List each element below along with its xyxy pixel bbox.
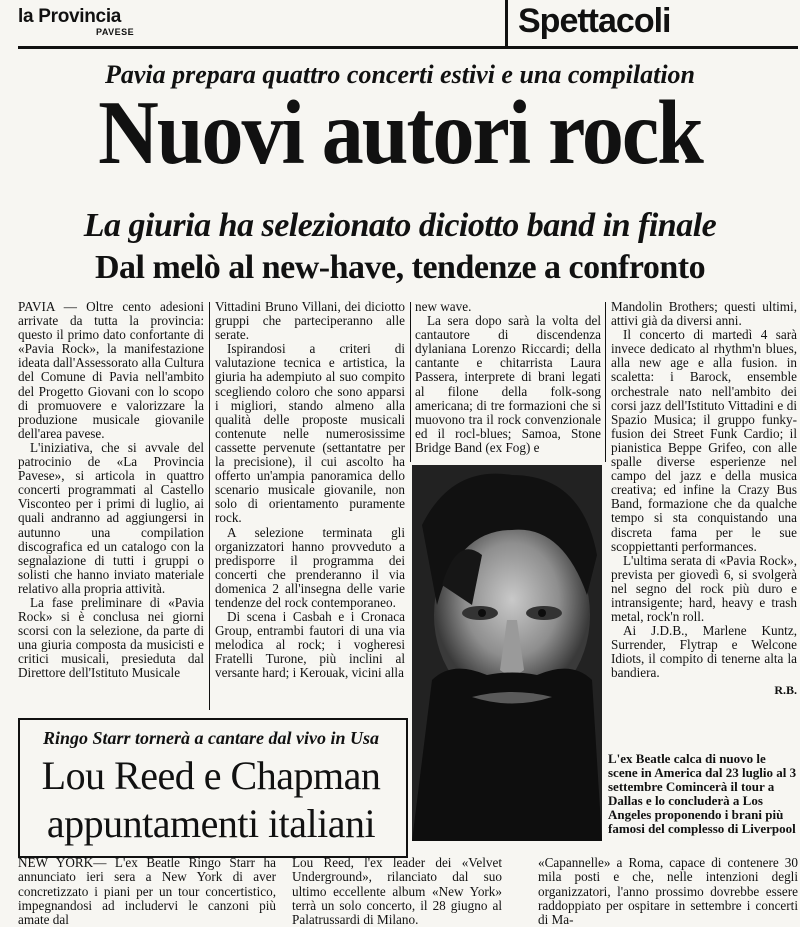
article-deck-italic: La giuria ha selezionato diciotto band in finale [83, 207, 717, 244]
paragraph: L'ultima serata di «Pavia Rock», prevista per giovedì 6, si svolgerà nel segno del rock più duro e intransigente; hard, heavy e trash metal, rock'n roll. [611, 552, 797, 625]
paragraph: La sera dopo sarà la volta del cantautore di discendenza dylaniana Lorenzo Riccardi; della cantante e chitarrista Laura Passera, interprete di brani legati al filone della folk-song americana; di tre formazioni che si muovono tra il rock convenzionale ed il rocl-blues; Samoa, Stone Bridge Band (ex Fog) e [415, 313, 601, 455]
author-signature: R.B. [774, 682, 797, 697]
secondary-article-headline-line2: appuntamenti italiani [46, 801, 376, 846]
paragraph: La fase preliminare di «Pavia Rock» si è conclusa nei giorni scorsi con la selezione, da parte di una giuria composta da musicisti e critici musicali, presieduta dal Direttore dell'Istituto Musicale [18, 594, 204, 681]
secondary-article-headline-line1: Lou Reed e Chapman [41, 753, 381, 798]
portrait-image [412, 465, 602, 841]
paragraph: Vittadini Bruno Villani, dei diciotto gruppi che parteciperanno alle serate. [215, 299, 405, 343]
section-title: Spettacoli [518, 2, 671, 40]
newspaper-logo-subtitle: PAVESE [96, 27, 135, 37]
masthead-rule [18, 46, 798, 49]
secondary-article-column-1 [18, 856, 276, 927]
paragraph: Ispirandosi a criteri di valutazione tecnica e artistica, la giuria ha adempiuto al suo compito scegliendo coloro che sono apparsi i migliori, stando almeno alla qualità delle proposte musicali contenute nelle numerosissime cassette pervenute (settantatre per la precisione), il cui ascolto ha offerto un'ampia panoramica dello scenario musicale giovanile, non solo di orientamento puramente rock. [215, 341, 405, 526]
paragraph: new wave. [415, 299, 472, 314]
newspaper-logo: la Provincia [18, 6, 122, 27]
article-column-4 [611, 300, 797, 697]
column-rule [209, 302, 210, 710]
article-headline: Nuovi autori rock [98, 83, 702, 184]
paragraph: L'iniziativa, che si avvale del patrocinio de «La Provincia Pavese», si articola in quattro concerti programmati al Castello Visconteo per i primi di luglio, ai quali andranno ad aggiungersi in autunno una compilation discografica ed un catalogo con la segnalazione di tutti i gruppi o solisti che hanno inviato materiale relativo alla propria attività. [18, 439, 204, 596]
column-rule [410, 302, 411, 462]
paragraph: Di scena i Casbah e i Cronaca Group, entrambi fautori di una via melodica al rock; i vogheresi Fratelli Turone, più inclini al versante hard; i Kerouak, vicini alla [215, 609, 405, 681]
paragraph: Il concerto di martedì 4 sarà invece dedicato al rhythm'n blues, alla new age e alla fusion. in scaletta: i Barock, ensemble orchestrale nato nell'ambito dei corsi jazz dell'Istituto Vittadini e di Spazio Musica; il gruppo funky-fusion dei Street Funk Cardio; il pianistica Beppe Grifeo, con alle spalle diverse esperienze nel campo del jazz e della musica creativa; ed infine la Crazy Bus Band, formazione che da qualche tempo si sta conquistando una discreta fama per le sue scoppiettanti performances. [611, 327, 797, 554]
paragraph: A selezione terminata gli organizzatori hanno provveduto a predisporre il programma dei concerti che prenderanno il via domenica 2 all'insegna delle varie tendenze del rock contemporaneo. [215, 524, 405, 610]
secondary-article-kicker: Ringo Starr tornerà a cantare dal vivo in Usa [42, 728, 380, 748]
paragraph: «Capannelle» a Roma, capace di contenere 30 mila posti e che, nelle intenzioni degli organizzatori, l'anno prossimo dovrebbe essere raddoppiato per ospitare in settembre i concerti di Ma- [538, 855, 798, 927]
ringo-starr-portrait-photo [412, 465, 602, 841]
article-kicker: Pavia prepara quattro concerti estivi e una compilation [104, 60, 696, 89]
paragraph: PAVIA — Oltre cento adesioni arrivate da tutta la provincia: questo il primo dato confortante di «Pavia Rock», la manifestazione ideata dall'Assessorato alla Cultura del Comune di Pavia nell'ambito del Progetto Giovani con lo scopo di promuovere e valorizzare la produzione musicale giovanile dell'area pavese. [18, 299, 204, 441]
secondary-article-column-3 [538, 856, 798, 927]
paragraph: Mandolin Brothers; questi ultimi, attivi già da diversi anni. [611, 299, 797, 329]
paragraph: Ai J.D.B., Marlene Kuntz, Surrender, Flytrap e Welcone Idiots, il compito di tenerne alta la bandiera. [611, 623, 797, 681]
article-column-3 [415, 300, 601, 455]
article-column-1 [18, 300, 204, 681]
column-rule [605, 302, 606, 462]
secondary-article-column-2 [292, 856, 502, 927]
article-deck: Dal melò al new-have, tendenze a confronto [94, 249, 706, 286]
photo-caption: L'ex Beatle calca di nuovo le scene in America dal 23 luglio al 3 settembre Comincerà il tour a Dallas e lo concluderà a Los Angeles proponendo i brani più famosi del complesso di Liverpool [608, 751, 797, 836]
article-column-2 [215, 300, 405, 681]
paragraph: NEW YORK— L'ex Beatle Ringo Starr ha annunciato ieri sera a New York di aver concretizzato i piani per un tour concertistico, impegnandosi ad includervi le canzoni più amate dal [18, 855, 276, 927]
paragraph: Lou Reed, l'ex leader dei «Velvet Underground», rilanciato dal suo ultimo eccellente album «New York» terrà un solo concerto, il 28 giugno al Palatrussardi di Milano. [292, 855, 502, 927]
